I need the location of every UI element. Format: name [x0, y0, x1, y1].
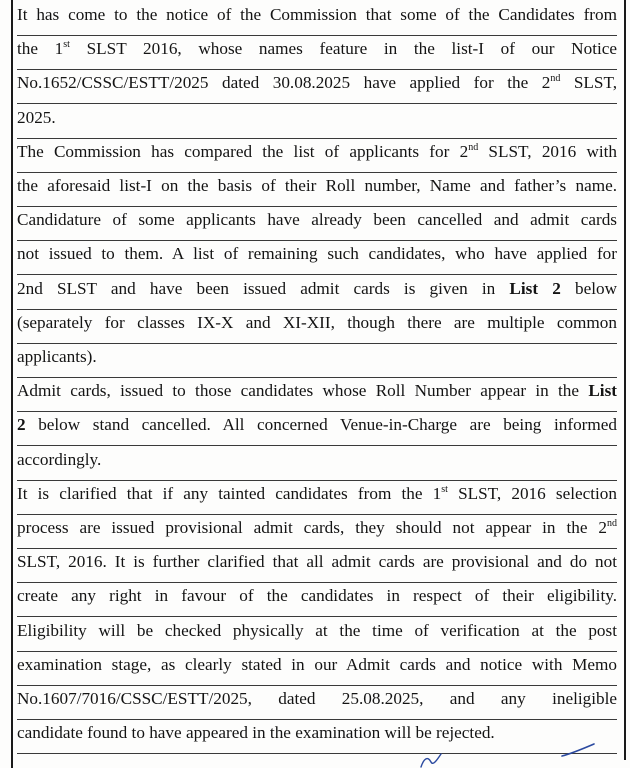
line-text: The Commission has compared the list of applicants for 2 — [17, 141, 469, 161]
bold-text: 2 — [17, 415, 26, 435]
line-text: 2025. — [17, 107, 56, 127]
line-text: not issued to them. A list of remaining such candidates, who have applied for — [17, 244, 617, 264]
right-margin-rule — [624, 0, 626, 760]
line-text: Admit cards, issued to those candidates whose Roll Number appear in the — [17, 381, 589, 401]
superscript-text: nd — [550, 73, 561, 85]
line-text: examination stage, as clearly stated in our Admit cards and notice with Memo — [17, 654, 617, 674]
line-text: SLST, 2016 with — [478, 141, 617, 161]
text-line — [17, 653, 617, 686]
superscript-text: st — [63, 39, 70, 51]
text-line — [17, 584, 617, 617]
line-text: SLST, 2016. It is further clarified that all admit cards are provisional and do not — [17, 552, 617, 572]
line-text: accordingly. — [17, 449, 102, 469]
superscript-text: st — [441, 483, 448, 495]
bold-text: List 2 — [509, 278, 561, 298]
text-line — [17, 311, 617, 344]
line-text: Eligibility will be checked physically at the time of verification at the post — [17, 620, 617, 640]
left-margin-rule — [11, 0, 13, 768]
text-line — [17, 516, 617, 549]
line-text: below — [560, 278, 617, 298]
text-line — [17, 208, 617, 241]
text-line — [17, 619, 617, 652]
text-line — [17, 345, 617, 378]
line-text: create any right in favour of the candidates in respect of their eligibility. — [17, 586, 617, 606]
text-line — [17, 174, 617, 207]
superscript-text: nd — [607, 518, 617, 529]
text-line — [17, 687, 617, 720]
line-text: No.1652/CSSC/ESTT/2025 dated 30.08.2025 have applied for the 2 — [17, 73, 551, 93]
text-line — [17, 277, 617, 310]
line-text: Candidature of some applicants have already been cancelled and admit cards — [17, 210, 617, 230]
handwritten-mark — [418, 752, 444, 768]
text-line — [17, 140, 617, 173]
line-text: the aforesaid list-I on the basis of their Roll number, Name and father’s name. — [17, 176, 617, 195]
line-text: applicants). — [17, 347, 97, 366]
line-text: It has come to the notice of the Commission that some of the Candidates from — [17, 5, 617, 24]
text-line — [17, 106, 617, 139]
line-text: No.1607/7016/CSSC/ESTT/2025, dated 25.08.2025, and any ineligible — [17, 689, 617, 708]
handwritten-tick-mark — [560, 742, 596, 760]
bold-text: List — [588, 381, 617, 401]
text-line — [17, 721, 617, 754]
superscript-text: nd — [468, 141, 479, 153]
text-line — [17, 379, 617, 412]
text-line — [17, 3, 617, 36]
line-text: process are issued provisional admit cards, they should not appear in the 2 — [17, 518, 607, 537]
text-line — [17, 550, 617, 583]
line-text: It is clarified that if any tainted candidates from the 1 — [17, 483, 442, 503]
line-text: SLST 2016, whose names feature in the list-I of our Notice — [69, 39, 618, 59]
text-line — [17, 482, 617, 515]
line-text: below stand cancelled. All concerned Venue-in-Charge are being informed — [25, 415, 617, 435]
text-line — [17, 448, 617, 481]
text-line — [17, 37, 617, 70]
line-text: 2nd SLST and have been issued admit cards is given in — [17, 278, 510, 298]
line-text: the 1 — [17, 39, 64, 59]
text-line — [17, 71, 617, 104]
line-text: SLST, 2016 selection — [447, 483, 617, 503]
text-line — [17, 413, 617, 446]
line-text: candidate found to have appeared in the examination will be rejected. — [17, 723, 495, 743]
line-text: SLST, — [560, 73, 617, 93]
line-text: (separately for classes IX-X and XI-XII, though there are multiple common — [17, 312, 617, 332]
text-line — [17, 242, 617, 275]
